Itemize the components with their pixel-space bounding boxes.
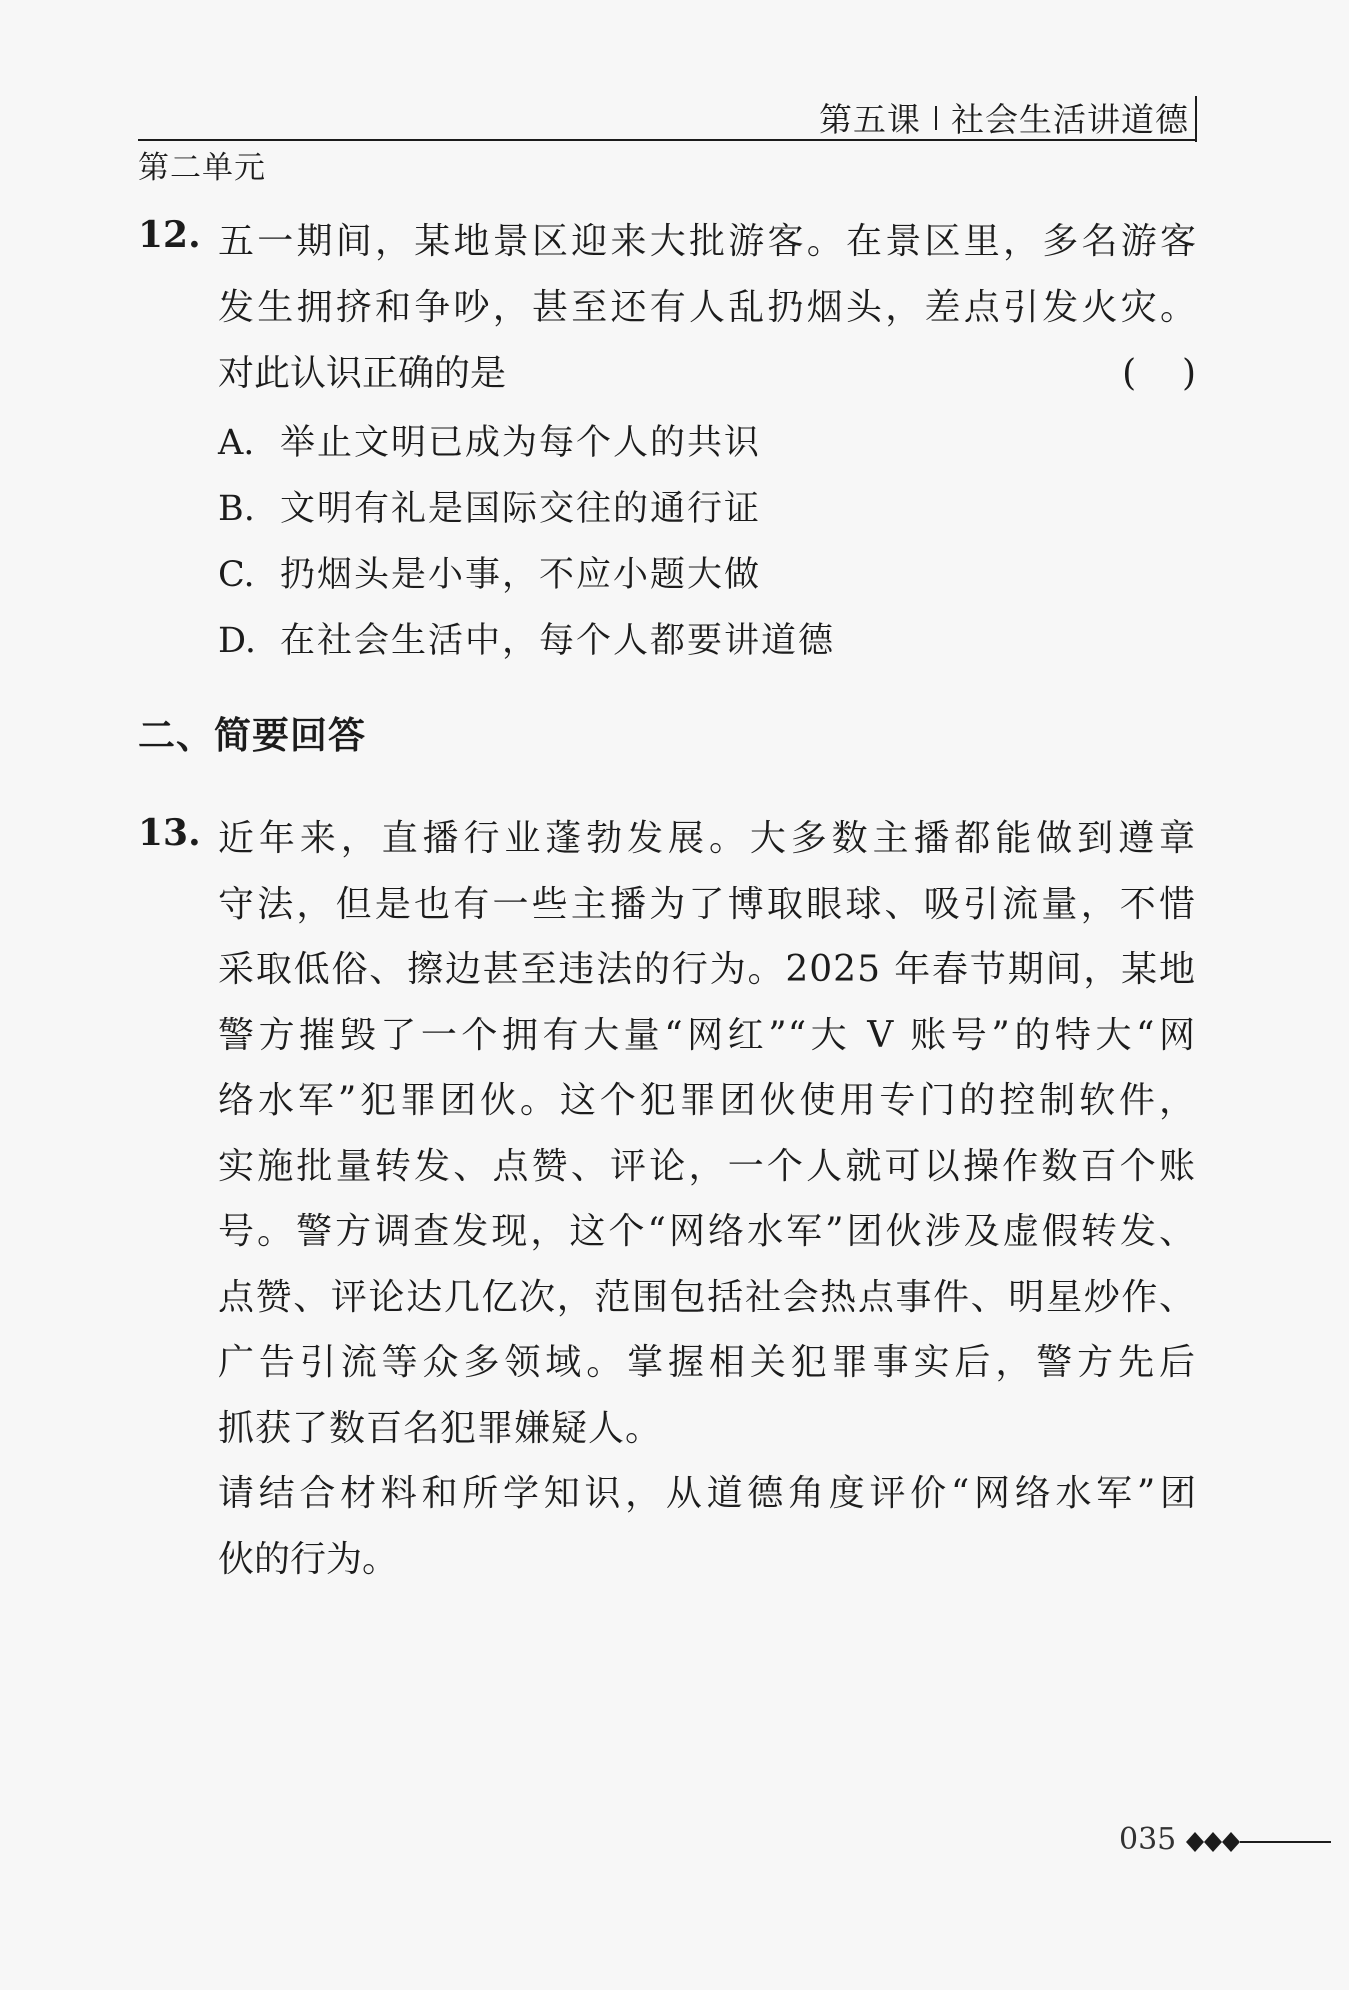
section-title: 二、简要回答 xyxy=(138,714,366,757)
prompt-line: 伙的行为。 xyxy=(218,1538,399,1580)
stem-line: 对此认识正确的是 xyxy=(218,353,507,394)
material-line: 络水军”犯罪团伙。这个犯罪团伙使用专门的控制软件， xyxy=(218,1080,1196,1121)
option-letter: B. xyxy=(218,489,255,529)
prompt-line: 请结合材料和所学知识，从道德角度评价“网络水军”团 xyxy=(218,1473,1196,1514)
option-text: 文明有礼是国际交往的通行证 xyxy=(280,489,762,529)
material-line: 采取低俗、擦边甚至违法的行为。2025 年春节期间，某地 xyxy=(218,949,1196,990)
header-rule xyxy=(138,139,1196,141)
material-line: 警方摧毁了一个拥有大量“网红”“大 V 账号”的特大“网 xyxy=(218,1014,1196,1056)
option-letter: C. xyxy=(218,555,255,595)
triple-diamond-icon xyxy=(1186,1828,1331,1856)
stem-last-line xyxy=(218,341,1196,407)
option-d xyxy=(218,608,835,674)
option-letter: D. xyxy=(218,621,256,661)
material-line: 抓获了数百名犯罪嫌疑人。 xyxy=(218,1407,663,1449)
question-12-number: 12. xyxy=(138,214,201,256)
material-line: 近年来，直播行业蓬勃发展。大多数主播都能做到遵章 xyxy=(218,818,1196,859)
material-line: 实施批量转发、点赞、评论，一个人就可以操作数百个账 xyxy=(218,1145,1196,1187)
question-12-stem xyxy=(218,209,1196,407)
option-text: 在社会生活中，每个人都要讲道德 xyxy=(280,621,836,661)
option-text: 扔烟头是小事，不应小题大做 xyxy=(280,555,762,595)
question-13-body xyxy=(218,806,1196,1592)
stem-line: 五一期间，某地景区迎来大批游客。在景区里，多名游客 xyxy=(218,221,1196,262)
lesson-title: 社会生活讲道德 xyxy=(951,100,1189,139)
lesson-number: 第五课 xyxy=(819,100,921,139)
header-edge-line xyxy=(1195,96,1197,142)
option-a xyxy=(218,410,835,476)
header-separator xyxy=(935,106,937,130)
running-header xyxy=(819,94,1189,141)
option-letter: A. xyxy=(218,423,255,463)
stem-line: 发生拥挤和争吵，甚至还有人乱扔烟头，差点引发火灾。 xyxy=(218,287,1196,328)
answer-blank: ( ) xyxy=(1122,353,1196,394)
option-c xyxy=(218,542,835,608)
material-line: 守法，但是也有一些主播为了博取眼球、吸引流量，不惜 xyxy=(218,883,1196,925)
question-13-number: 13. xyxy=(138,812,201,854)
option-b xyxy=(218,476,835,542)
material-line: 点赞、评论达几亿次，范围包括社会热点事件、明星炒作、 xyxy=(218,1276,1196,1318)
material-line: 号。警方调查发现，这个“网络水军”团伙涉及虚假转发、 xyxy=(218,1211,1196,1252)
page-number: 035 xyxy=(1119,1822,1177,1857)
option-text: 举止文明已成为每个人的共识 xyxy=(280,423,762,463)
question-12-options xyxy=(218,410,835,674)
unit-label: 第二单元 xyxy=(138,150,266,186)
material-line: 广告引流等众多领域。掌握相关犯罪事实后，警方先后 xyxy=(218,1342,1196,1383)
